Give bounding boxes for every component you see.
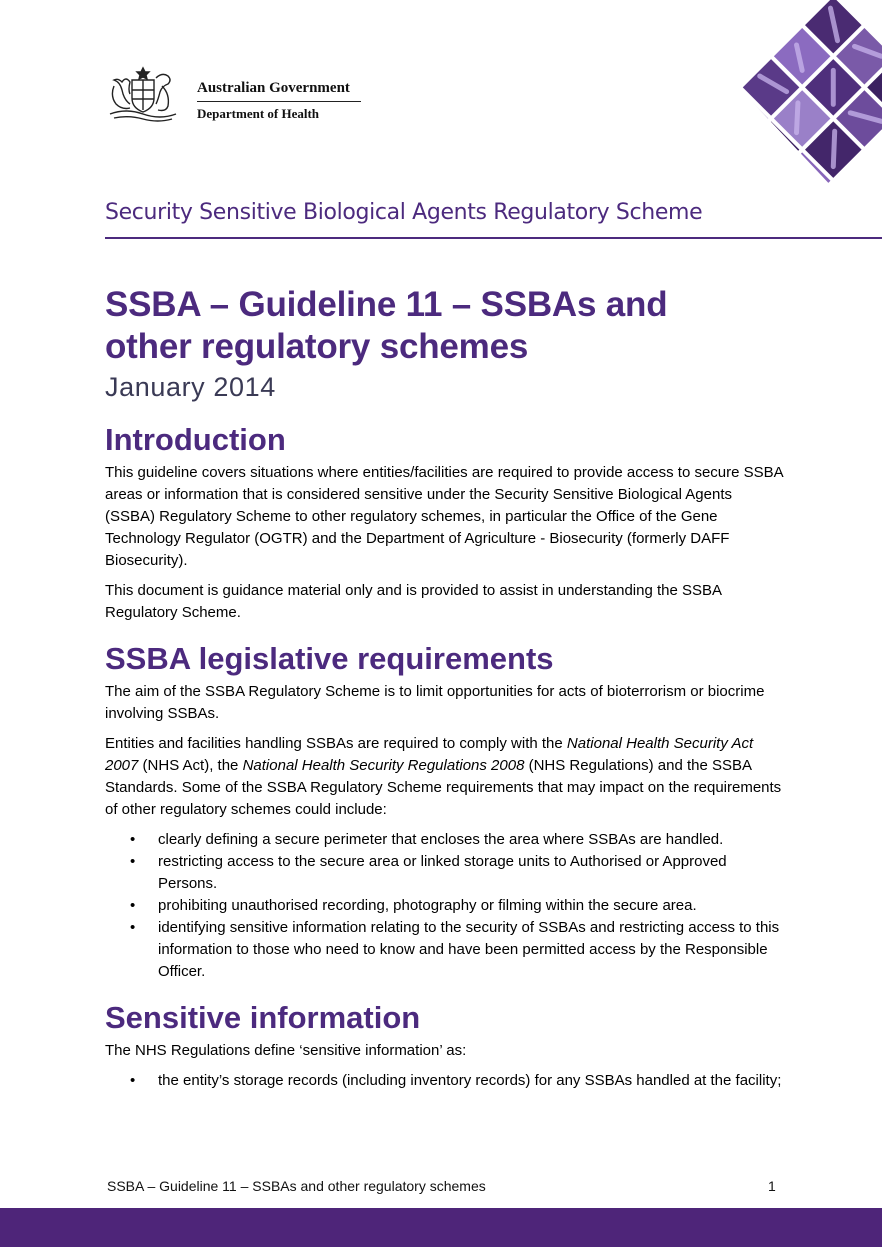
sensitive-list xyxy=(105,1070,785,1092)
document-title xyxy=(105,284,785,368)
list-item: • identifying sensitive information relating to the security of SSBAs and restricting access to this information to those who need to know and have been permitted access by the Responsible Officer. xyxy=(105,917,785,983)
act-name: National Health Security Act 2007 xyxy=(105,735,754,774)
regulations-name: National Health Security Regulations 2008 xyxy=(242,757,525,774)
government-name: Australian Government xyxy=(197,80,350,96)
document-title-line2: other regulatory schemes xyxy=(105,327,529,366)
legislative-heading: SSBA legislative requirements xyxy=(105,641,554,676)
introduction-paragraph: This document is guidance material only and is provided to assist in understanding the SSBA Regulatory Scheme. xyxy=(105,582,722,621)
introduction-paragraph: This guideline covers situations where entities/facilities are required to provide access to secure SSBA areas or information that is considered sensitive under the Security Sensitive Biological Agents (SSBA) Regulatory Scheme to other regulatory schemes, in particular the Office of the Gene Technology Regulator (OGTR) and the Department of Agriculture - Biosecurity (formerly DAFF Biosecurity). xyxy=(105,464,783,569)
legislative-paragraph: The aim of the SSBA Regulatory Scheme is to limit opportunities for acts of bioterrorism or biocrime involving SSBAs. xyxy=(105,683,765,722)
scheme-title: Security Sensitive Biological Agents Regulatory Scheme xyxy=(105,200,703,225)
list-item: • restricting access to the secure area or linked storage units to Authorised or Approved Persons. xyxy=(105,851,785,895)
government-logo xyxy=(104,64,362,126)
logo-divider xyxy=(197,101,361,102)
footer-band xyxy=(0,1208,882,1247)
coat-of-arms-icon xyxy=(104,64,182,124)
list-item: • the entity’s storage records (including inventory records) for any SSBAs handled at the facility; xyxy=(105,1070,785,1092)
list-item: • clearly defining a secure perimeter that encloses the area where SSBAs are handled. xyxy=(105,829,785,851)
sensitive-information-heading: Sensitive information xyxy=(105,1000,421,1035)
document-body xyxy=(105,284,785,1092)
legislative-paragraph: Entities and facilities handling SSBAs are required to comply with the National Health Security Act 2007 (NHS Act), the National Health Security Regulations 2008 (NHS Regulations) and the SSBA Standards. Some of the SSBA Regulatory Scheme requirements that may impact on the requirements of other regulatory schemes could include: xyxy=(105,735,782,818)
bacteria-mosaic-image xyxy=(725,0,882,240)
document-title-line1: SSBA – Guideline 11 – SSBAs and xyxy=(105,285,668,324)
requirements-list xyxy=(105,829,785,983)
list-item: • prohibiting unauthorised recording, photography or filming within the secure area. xyxy=(105,895,785,917)
header-divider xyxy=(105,237,882,239)
footer-document-title: SSBA – Guideline 11 – SSBAs and other regulatory schemes xyxy=(107,1178,486,1194)
department-name: Department of Health xyxy=(197,106,320,121)
document-date: January 2014 xyxy=(105,372,276,402)
sensitive-paragraph: The NHS Regulations define ‘sensitive information’ as: xyxy=(105,1042,467,1059)
introduction-heading: Introduction xyxy=(105,422,286,457)
page-number: 1 xyxy=(768,1178,776,1194)
